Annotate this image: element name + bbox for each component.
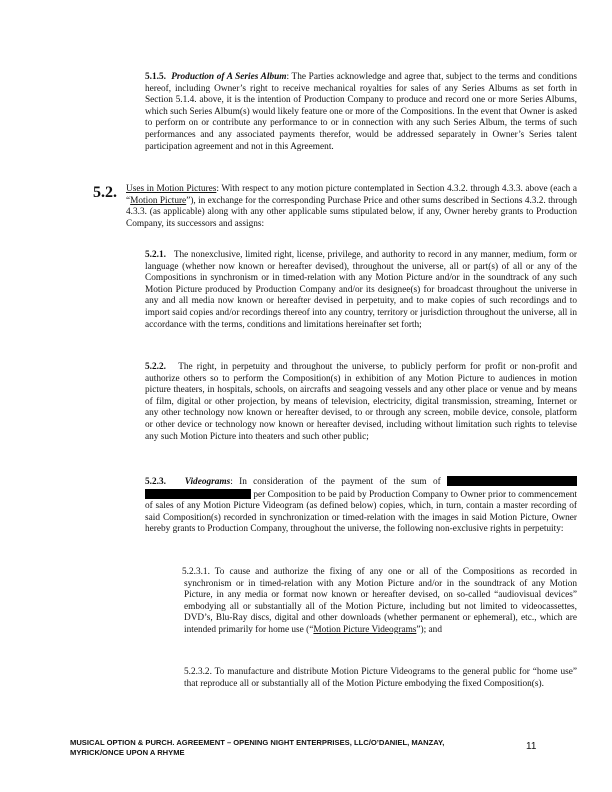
redaction-bar	[145, 489, 251, 499]
section-heading: Uses in Motion Pictures	[126, 184, 217, 194]
footer-line-2: MYRICK/ONCE UPON A RHYME	[70, 747, 185, 757]
section-number: 5.2.3.2.	[184, 667, 212, 677]
section-number: 5.2.2.	[145, 362, 166, 372]
section-5-2-3	[145, 476, 577, 536]
redaction-bar	[447, 476, 577, 486]
section-number: 5.2.3.1.	[182, 567, 210, 577]
section-body-a: : With respect to any motion picture contemplated in Section 4.3.2. through 4.3.3. above (each a “	[126, 184, 577, 206]
section-body: : The Parties acknowledge and agree that, subject to the terms and conditions hereof, including Owner’s right to receive mechanical royalties for sales of any Series Albums as set forth in Section 5.1.4. above, it is the intention of Production Company to produce and record one or more Series Albums, which such Series Album(s) would likely feature one or more of the Compositions. In the event that Owner is asked to perform on or contribute any performance to or in connection with any such Series Album, the terms of such performances and any associated payments therefor, would be addressed separately in Owner’s Series talent participation agreement and not in this Agreement.	[145, 72, 577, 152]
section-5-2	[93, 184, 577, 230]
section-body-b: ”); and	[416, 624, 442, 635]
defined-term: Motion Picture	[130, 195, 187, 206]
section-body-b: per Composition to be paid by Production Company to Owner prior to commencement of sales of any Motion Picture Videogram (as defined below) copies, which, in turn, contain a master recording of said Composition(s) recorded in synchronization or timed-relation with the images in said Motion Picture, Owner hereby grants to Production Company, throughout the universe, the following non-exclusive rights in perpetuity:	[145, 489, 577, 535]
footer-line-1: MUSICAL OPTION & PURCH. AGREEMENT – OPENING NIGHT ENTERPRISES, LLC/O’DANIEL, MANZAY,	[70, 738, 445, 747]
page-number: 11	[526, 741, 537, 752]
section-body: The right, in perpetuity and throughout the universe, to publicly perform for profit or non-profit and authorize others so to perform the Composition(s) in exhibition of any Motion Picture to audiences in motion picture theaters, in hospitals, schools, on aircrafts and seagoing vessels and any other place or venue and by means of film, digital or other projection, by means of television, electricity, digital transmission, streaming, Internet or any other technology now known or hereafter devised, to or through any screen, mobile device, console, platform or other device or technology now known or hereafter devised, including without limitation such rights to televise any such Motion Picture into theaters and such other public;	[145, 362, 577, 442]
section-body: The nonexclusive, limited right, license, privilege, and authority to record in any manner, medium, form or language (whether now known or hereafter devised), throughout the universe, all or part(s) of all or any of the Compositions in synchronism or in timed-relation with any Motion Picture and/or in the soundtrack of any such Motion Picture produced by Production Company and/or its designee(s) for broadcast throughout the universe in any and all media now known or hereafter devised in perpetuity, and to make copies of such recordings and to import said copies and/or recordings thereof into any country, territory or jurisdiction throughout the universe, all in accordance with the terms, conditions and limitations hereinafter set forth;	[145, 250, 577, 330]
section-body-b: ”), in exchange for the corresponding Purchase Price and other sums described in Sections 4.3.2. through 4.3.3. (as applicable) along with any other applicable sums stipulated below, if any, Owner hereby grants to Production Company, its successors and assigns:	[126, 195, 578, 229]
section-5-1-5	[145, 72, 577, 153]
defined-term: Motion Picture Videograms	[313, 624, 417, 635]
section-5-2-1	[145, 250, 577, 331]
section-title: Production of A Series Album	[171, 72, 287, 82]
section-title: Videograms	[184, 477, 231, 487]
section-body-a: : In consideration of the payment of the sum of	[230, 477, 441, 487]
section-number: 5.2.	[93, 184, 117, 201]
section-5-2-3-1	[184, 567, 577, 637]
section-5-2-3-2	[184, 667, 577, 690]
section-number: 5.2.3.	[145, 477, 166, 487]
section-number: 5.1.5.	[145, 72, 166, 82]
section-body: To manufacture and distribute Motion Picture Videograms to the general public for “home use” that reproduce all or substantially all of the Motion Picture embodying the fixed Composition(s).	[184, 667, 577, 689]
section-5-2-2	[145, 362, 577, 443]
page-footer	[70, 738, 490, 758]
section-body-a: To cause and authorize the fixing of any one or all of the Compositions as recorded in synchronism or in timed-relation with any Motion Picture and/or in the soundtrack of any Motion Picture, in any media or format now known or hereafter devised, on so-called “audiovisual devices” embodying all or substantially all of the Motion Picture, including but not limited to videocassettes, DVD’s, Blu-Ray discs, digital and other downloads (whether permanent or ephemeral), etc., which are intended primarily for home use (“	[184, 567, 578, 635]
section-number: 5.2.1.	[145, 250, 166, 260]
